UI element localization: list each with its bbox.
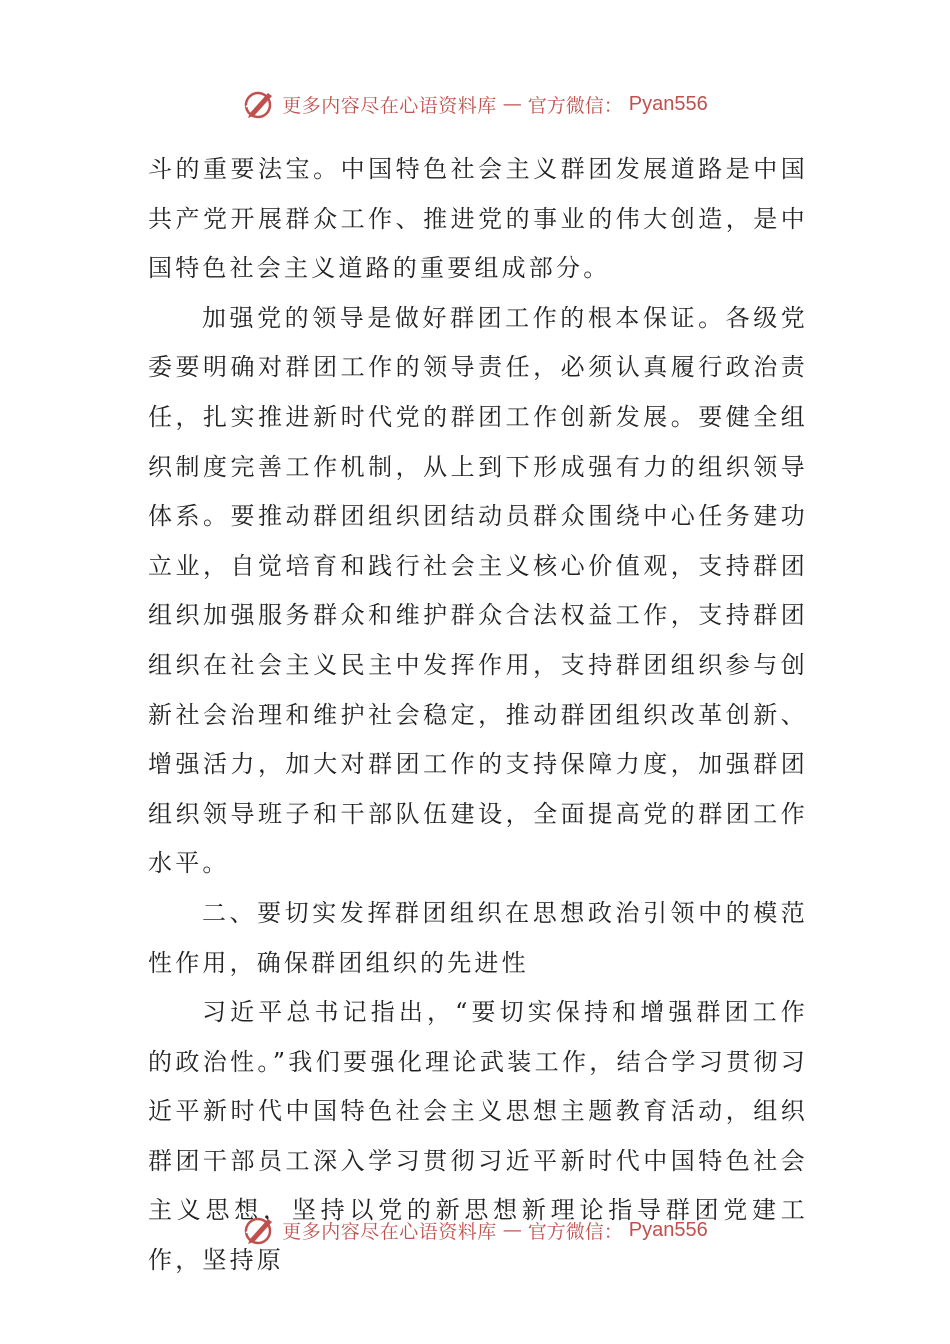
footer-watermark	[0, 1210, 950, 1250]
watermark-wechat-id: Pyan556	[628, 1218, 708, 1241]
paragraph-party-leadership: 加强党的领导是做好群团工作的根本保证。各级党委要明确对群团工作的领导责任，必须认真履行政治责任，扎实推进新时代党的群团工作创新发展。要健全组织制度完善工作机制，从上到下形成强有力的组织领导体系。要推动群团组织团结动员群众围绕中心任务建功立业，自觉培育和践行社会主义核心价值观，支持群团组织加强服务群众和维护群众合法权益工作，支持群团组织在社会主义民主中发挥作用，支持群团组织参与创新社会治理和维护社会稳定，推动群团组织改革创新、增强活力，加大对群团工作的支持保障力度，加强群团组织领导班子和干部队伍建设，全面提高党的群团工作水平。	[148, 303, 808, 878]
watermark-label: 官方微信：	[527, 1220, 623, 1243]
watermark-wechat-id: Pyan556	[628, 92, 708, 115]
watermark-text: 更多内容尽在心语资料库	[282, 94, 497, 117]
document-body	[148, 145, 808, 1286]
section-heading-two: 二、要切实发挥群团组织在思想政治引领中的模范性作用，确保群团组织的先进性	[148, 898, 808, 977]
watermark-dash: —	[502, 1219, 522, 1241]
watermark-dash: —	[502, 93, 522, 115]
pen-logo-icon	[242, 87, 276, 121]
watermark-label: 官方微信：	[527, 94, 623, 117]
paragraph-political-nature: 习近平总书记指出，“要切实保持和增强群团工作的政治性。”我们要强化理论武装工作，结合学习贯彻习近平新时代中国特色社会主义思想主题教育活动，组织群团干部员工深入学习贯彻习近平新时代中国特色社会主义思想，坚持以党的新思想新理论指导群团党建工作，坚持原	[148, 998, 808, 1275]
paragraph-continuation: 斗的重要法宝。中国特色社会主义群团发展道路是中国共产党开展群众工作、推进党的事业的伟大创造，是中国特色社会主义道路的重要组成部分。	[148, 155, 808, 283]
pen-logo-icon	[242, 1213, 276, 1247]
header-watermark	[0, 84, 950, 124]
watermark-text: 更多内容尽在心语资料库	[282, 1220, 497, 1243]
